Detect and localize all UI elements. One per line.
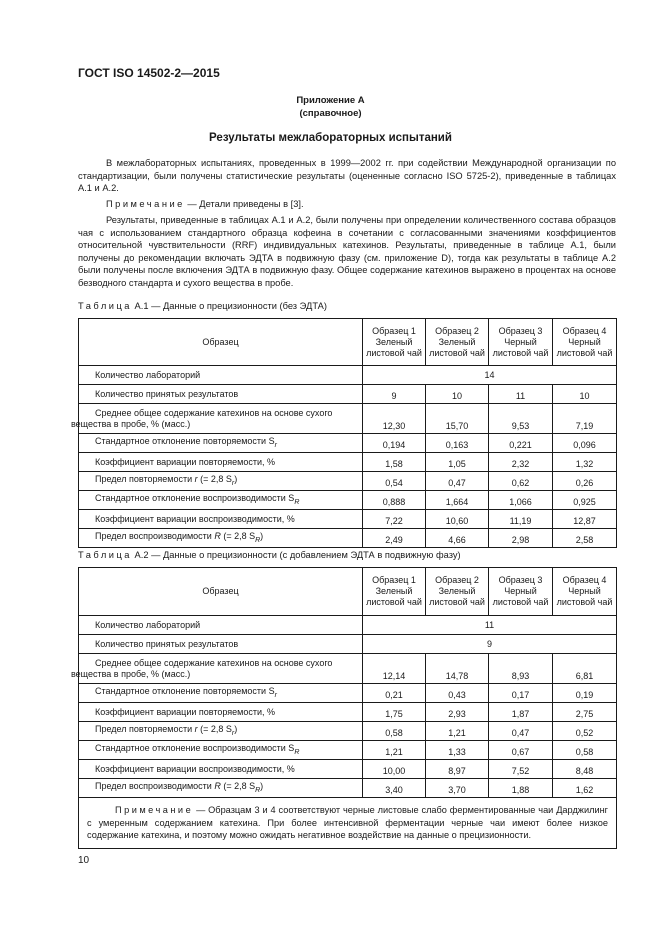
table-cell: 0,54	[363, 472, 426, 491]
table-cell: 0,17	[489, 684, 553, 703]
table2-caption	[78, 550, 461, 560]
table-cell: 7,52	[489, 760, 553, 779]
intro-paragraph-2	[78, 214, 616, 290]
table-cell: 12,14	[363, 654, 426, 684]
table-cell: 0,925	[553, 491, 617, 510]
table2-mean-label: Среднее общее содержание катехинов на основе сухого вещества в пробе, % (масс.)	[79, 654, 363, 684]
table-cell: 11,19	[489, 510, 553, 529]
annex-heading: Результаты межлабораторных испытаний	[209, 132, 452, 144]
table-row	[79, 779, 617, 798]
table-cell: 0,21	[363, 684, 426, 703]
table1-sR-label: Стандартное отклонение воспроизводимости $S_R$	[79, 491, 363, 510]
table-row	[79, 491, 617, 510]
table-cell: 3,70	[426, 779, 489, 798]
table1-cvR-label: Коэффициент вариации воспроизводимости, %	[79, 510, 363, 529]
table-cell: 0,47	[426, 472, 489, 491]
table-cell: 11	[489, 385, 553, 404]
table-cell: 1,75	[363, 703, 426, 722]
table-row	[79, 703, 617, 722]
table2-caption-text: А.2 — Данные о прецизионности (с добавлением ЭДТА в подвижную фазу)	[131, 550, 461, 560]
table1-caption-text: А.1 — Данные о прецизионности (без ЭДТА)	[131, 301, 327, 311]
table1-sr-label: Стандартное отклонение повторяемости $S_r$	[79, 434, 363, 453]
document-header: ГОСТ ISO 14502-2—2015	[78, 66, 220, 80]
table-cell: 2,93	[426, 703, 489, 722]
table-cell: 7,19	[553, 404, 617, 434]
table-row	[79, 635, 617, 654]
table-cell: 1,21	[363, 741, 426, 760]
table-row	[79, 529, 617, 548]
intro-note-label: Примечание	[106, 199, 185, 209]
table2-note-row	[79, 798, 617, 849]
table-row	[79, 684, 617, 703]
table-row	[79, 741, 617, 760]
table2-sample-3: Образец 3 Черный листовой чай	[489, 568, 553, 616]
intro-paragraph-1	[78, 157, 616, 195]
table-cell: 2,58	[553, 529, 617, 548]
table-cell: 12,30	[363, 404, 426, 434]
table-row	[79, 404, 617, 434]
table-cell: 3,40	[363, 779, 426, 798]
table-cell: 1,62	[553, 779, 617, 798]
table-cell: 1,87	[489, 703, 553, 722]
table2-caption-label: Таблица	[78, 550, 132, 560]
table-cell: 0,888	[363, 491, 426, 510]
table-row	[79, 366, 617, 385]
table1-caption	[78, 301, 327, 311]
table1-labs-value: 14	[363, 366, 617, 385]
table-cell: 12,87	[553, 510, 617, 529]
table-cell: 1,664	[426, 491, 489, 510]
table-cell: 4,66	[426, 529, 489, 548]
table-cell: 0,43	[426, 684, 489, 703]
intro-paragraph-2-text: Результаты, приведенные в таблицах А.1 и А.2, были получены при определении количественного состава образцов чая с использованием стандартного образца кофеина в сочетании с согласованными значениями коэффициентов относительной чувствительности (RRF) индивидуальных катехинов. Результаты, приведенные в таблице А.1, были получены до рекомендации включать ЭДТА в подвижную фазу (см. приложение D), тогда как результаты в таблице А.2 были получены после включения ЭДТА в подвижную фазу. Общее содержание катехинов выражено в процентах на основе безводного стандарта и сухого вещества в пробе.	[78, 215, 616, 288]
table-cell: 10	[553, 385, 617, 404]
table1-sample-2: Образец 2 Зеленый листовой чай	[426, 319, 489, 366]
table-cell: 1,33	[426, 741, 489, 760]
table-cell: 14,78	[426, 654, 489, 684]
table2-note-text: — Образцам 3 и 4 соответствуют черные листовые слабо ферментированные чаи Дарджилинг с умеренным содержанием катехина. При более интенсивной ферментации черные чаи имеют более низкое содержание катехина, и поэтому можно ожидать негативное воздействие на данные о прецизионности.	[87, 805, 608, 840]
table-cell: 0,67	[489, 741, 553, 760]
table2-note-label: Примечание	[115, 805, 194, 815]
table2-r-label: Предел повторяемости r (= 2,8 $S_r$)	[79, 722, 363, 741]
table2-cvR-label: Коэффициент вариации воспроизводимости, %	[79, 760, 363, 779]
table-cell: 10,60	[426, 510, 489, 529]
table1-header-row	[79, 319, 617, 366]
intro-paragraph-1-text: В межлабораторных испытаниях, проведенных в 1999—2002 гг. при содействии Международной организации по стандартизации, были получены статистические результаты (оцененные согласно ISO 5725-2), приведенные в таблицах А.1 и А.2.	[78, 158, 616, 194]
table-cell: 0,58	[553, 741, 617, 760]
table-cell: 10,00	[363, 760, 426, 779]
table-cell: 8,93	[489, 654, 553, 684]
table-row	[79, 654, 617, 684]
table2	[71, 567, 617, 849]
table2-accepted-label: Количество принятых результатов	[79, 635, 363, 654]
table-cell: 2,75	[553, 703, 617, 722]
table-cell: 0,194	[363, 434, 426, 453]
table-cell: 0,19	[553, 684, 617, 703]
table1-cvr-label: Коэффициент вариации повторяемости, %	[79, 453, 363, 472]
table1-sample-1: Образец 1 Зеленый листовой чай	[363, 319, 426, 366]
table1-caption-label: Таблица	[78, 301, 132, 311]
table-cell: 0,58	[363, 722, 426, 741]
table2-sample-1: Образец 1 Зеленый листовой чай	[363, 568, 426, 616]
table2-note	[79, 798, 617, 849]
table-cell: 9	[363, 385, 426, 404]
intro-note	[106, 199, 304, 209]
table-row	[79, 453, 617, 472]
table-cell: 0,47	[489, 722, 553, 741]
table-cell: 1,05	[426, 453, 489, 472]
table1-sample-3: Образец 3 Черный листовой чай	[489, 319, 553, 366]
page-number: 10	[78, 855, 90, 866]
table-cell: 0,62	[489, 472, 553, 491]
table1-labs-label: Количество лабораторий	[79, 366, 363, 385]
table-row	[79, 760, 617, 779]
table1-r-label: Предел повторяемости r (= 2,8 $S_r$)	[79, 472, 363, 491]
table-cell: 15,70	[426, 404, 489, 434]
table-row	[79, 434, 617, 453]
table-row	[79, 385, 617, 404]
table-row	[79, 722, 617, 741]
table-cell: 1,32	[553, 453, 617, 472]
table-cell: 8,97	[426, 760, 489, 779]
table-cell: 1,066	[489, 491, 553, 510]
table1-mean-label: Среднее общее содержание катехинов на основе сухого вещества в пробе, % (масс.)	[79, 404, 363, 434]
table-cell: 9,53	[489, 404, 553, 434]
table-cell: 7,22	[363, 510, 426, 529]
table-cell: 8,48	[553, 760, 617, 779]
table-row	[79, 510, 617, 529]
table2-sample-2: Образец 2 Зеленый листовой чай	[426, 568, 489, 616]
table2-cvr-label: Коэффициент вариации повторяемости, %	[79, 703, 363, 722]
table-cell: 0,163	[426, 434, 489, 453]
table2-sample-4: Образец 4 Черный листовой чай	[553, 568, 617, 616]
table1	[71, 318, 617, 548]
table-cell: 0,26	[553, 472, 617, 491]
table-cell: 0,221	[489, 434, 553, 453]
table-cell: 2,49	[363, 529, 426, 548]
table-cell: 1,58	[363, 453, 426, 472]
table2-labs-value: 11	[363, 616, 617, 635]
table2-accepted-value: 9	[363, 635, 617, 654]
annex-subtitle: (справочное)	[299, 108, 362, 119]
table2-header-row	[79, 568, 617, 616]
table-cell: 0,096	[553, 434, 617, 453]
annex-title: Приложение А	[296, 95, 365, 106]
table1-sample-header: Образец	[79, 319, 363, 366]
table1-R-label: Предел воспроизводимости R (= 2,8 $S_R$)	[79, 529, 363, 548]
table-row	[79, 472, 617, 491]
intro-note-text: — Детали приведены в [3].	[184, 199, 304, 209]
table2-sample-header: Образец	[79, 568, 363, 616]
table-cell: 2,32	[489, 453, 553, 472]
table-cell: 1,88	[489, 779, 553, 798]
table-cell: 0,52	[553, 722, 617, 741]
table-cell: 10	[426, 385, 489, 404]
table1-sample-4: Образец 4 Черный листовой чай	[553, 319, 617, 366]
table1-accepted-label: Количество принятых результатов	[79, 385, 363, 404]
table2-R-label: Предел воспроизводимости R (= 2,8 $S_R$)	[79, 779, 363, 798]
table-cell: 1,21	[426, 722, 489, 741]
table2-labs-label: Количество лабораторий	[79, 616, 363, 635]
table2-sR-label: Стандартное отклонение воспроизводимости $S_R$	[79, 741, 363, 760]
table-cell: 2,98	[489, 529, 553, 548]
table-cell: 6,81	[553, 654, 617, 684]
table-row	[79, 616, 617, 635]
table2-sr-label: Стандартное отклонение повторяемости $S_r$	[79, 684, 363, 703]
